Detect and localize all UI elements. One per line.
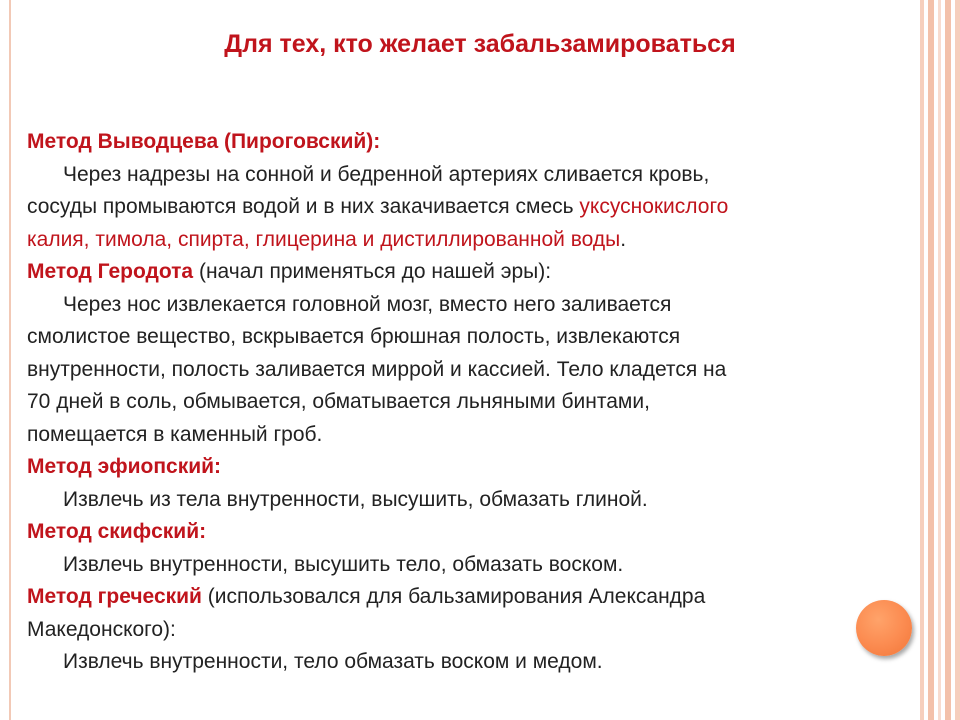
method-vyvodtsev-text-2	[27, 191, 922, 224]
method-greek-heading: Метод греческий	[27, 585, 202, 608]
left-border-line	[9, 0, 11, 720]
method-herodotus-text-4: 70 дней в соль, обмывается, обматывается льняными бинтами,	[27, 390, 650, 413]
method-greek-note-2: Македонского):	[27, 617, 176, 641]
text-segment: сосуды промываются водой и в них закачивается смесь	[27, 195, 580, 218]
method-greek-text-1: Извлечь внутренности, тело обмазать воском и медом.	[63, 650, 603, 673]
decorative-stripes	[920, 0, 960, 720]
method-scythian-heading: Метод скифский:	[27, 520, 207, 543]
method-herodotus-text-2: смолистое вещество, вскрывается брюшная полость, извлекаются	[27, 325, 681, 348]
method-herodotus-note: (начал применяться до нашей эры):	[193, 260, 552, 283]
method-vyvodtsev-heading: Метод Выводцева (Пироговский):	[27, 130, 381, 153]
method-vyvodtsev-text-1: Через надрезы на сонной и бедренной артериях сливается кровь,	[63, 162, 710, 186]
method-ethiopian-heading: Метод эфиопский:	[27, 455, 222, 478]
method-herodotus-text-5: помещается в каменный гроб.	[27, 422, 323, 446]
highlighted-substances: калия, тимола, спирта, глицерина и дистиллированной воды	[27, 227, 621, 251]
method-herodotus-heading-line	[27, 256, 922, 289]
method-herodotus-heading: Метод Геродота	[27, 260, 194, 283]
slide-body	[27, 126, 922, 679]
orange-circle-ornament	[856, 600, 912, 656]
method-herodotus-text-1: Через нос извлекается головной мозг, вместо него заливается	[63, 292, 672, 316]
slide-title: Для тех, кто желает забальзамироваться	[224, 30, 736, 58]
text-segment: .	[620, 227, 627, 251]
method-scythian-text-1: Извлечь внутренности, высушить тело, обмазать воском.	[63, 552, 624, 576]
method-vyvodtsev-text-3	[27, 224, 922, 257]
method-greek-note: (использовался для бальзамирования Александра	[201, 585, 706, 608]
method-ethiopian-text-1: Извлечь из тела внутренности, высушить, обмазать глиной.	[63, 487, 648, 511]
highlighted-substances: уксуснокислого	[579, 195, 729, 218]
method-herodotus-text-3: внутренности, полость заливается миррой и кассией. Тело кладется на	[27, 357, 727, 381]
method-greek-heading-line	[27, 581, 922, 614]
